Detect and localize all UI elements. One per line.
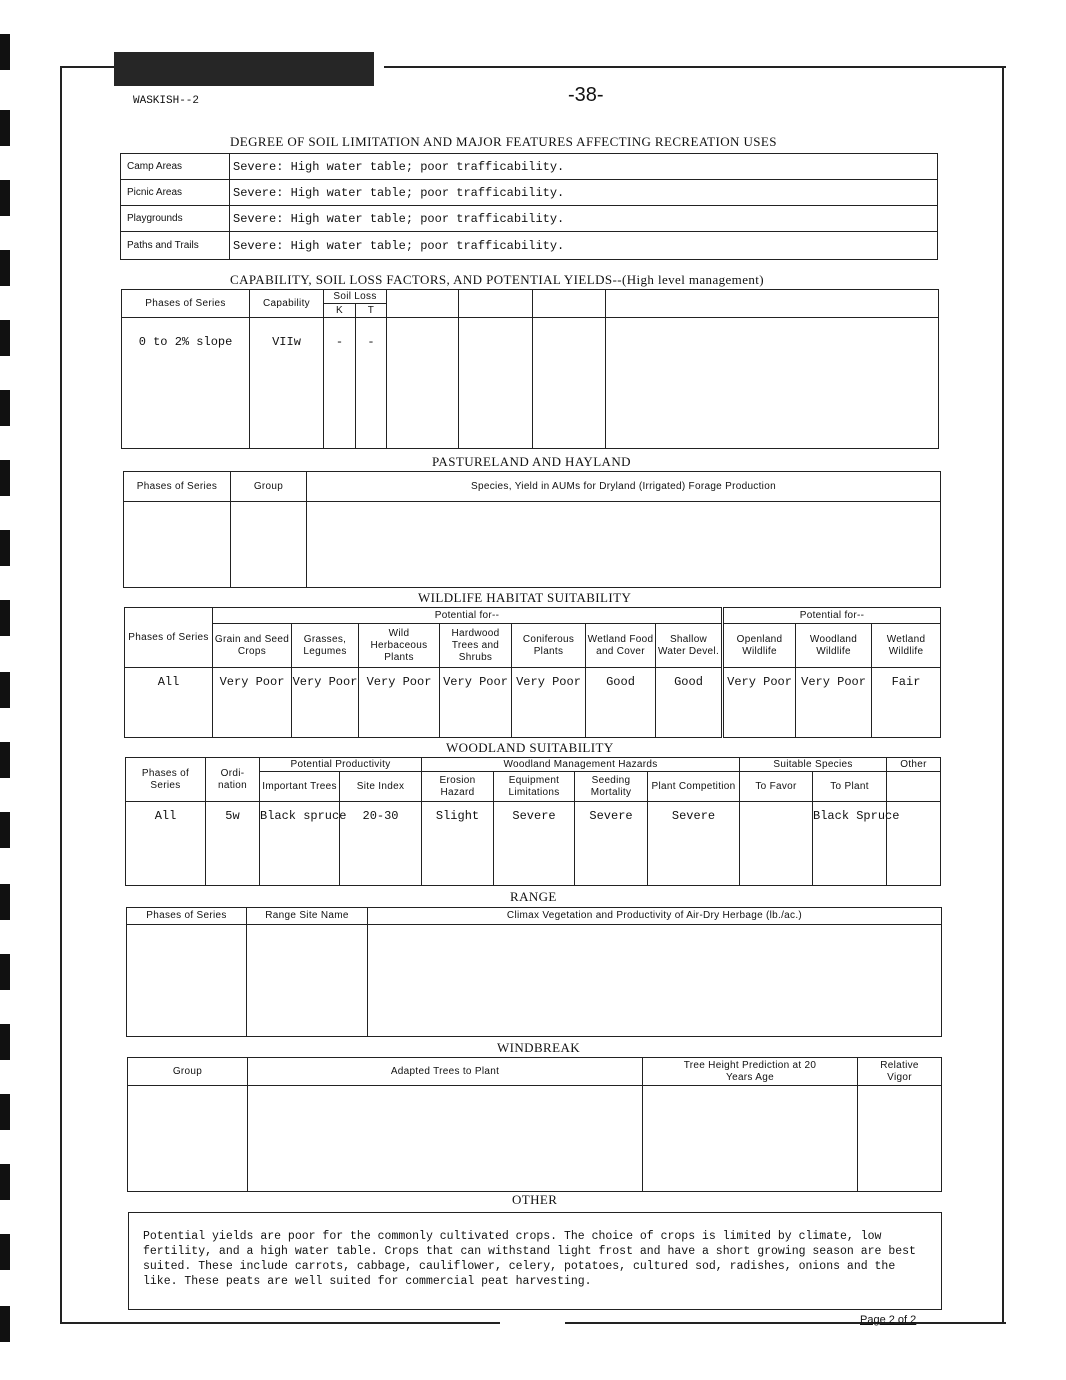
table-row bbox=[126, 802, 941, 886]
table-row bbox=[125, 668, 941, 738]
scan-mark bbox=[0, 390, 10, 426]
wildlife-title: WILDLIFE HABITAT SUITABILITY bbox=[418, 590, 632, 605]
woodland-title: WOODLAND SUITABILITY bbox=[446, 740, 614, 755]
equipment-header: Equipment Limitations bbox=[494, 772, 575, 802]
wildlife-table bbox=[124, 607, 941, 738]
header-row bbox=[126, 758, 941, 772]
phases-cell: All bbox=[125, 668, 213, 738]
row-label: Camp Areas bbox=[121, 154, 230, 180]
group-header: Group bbox=[128, 1058, 248, 1086]
row-label: Playgrounds bbox=[121, 206, 230, 232]
table-row bbox=[121, 180, 938, 206]
row-value: Severe: High water table; poor trafficability. bbox=[230, 206, 938, 232]
windbreak-title: WINDBREAK bbox=[497, 1040, 581, 1055]
table-row bbox=[121, 232, 938, 260]
row-value: Severe: High water table; poor trafficability. bbox=[230, 180, 938, 206]
blank-cell bbox=[248, 1086, 643, 1192]
soil-loss-header: Soil Loss bbox=[324, 290, 387, 304]
table-row bbox=[122, 318, 939, 449]
potential-productivity-header: Potential Productivity bbox=[260, 758, 422, 772]
scan-mark bbox=[0, 1164, 10, 1200]
blank-cell bbox=[858, 1086, 942, 1192]
scan-mark bbox=[0, 180, 10, 216]
row-label: Picnic Areas bbox=[121, 180, 230, 206]
adapted-trees-header: Adapted Trees to Plant bbox=[248, 1058, 643, 1086]
equipment-cell: Severe bbox=[494, 802, 575, 886]
frame-line bbox=[60, 66, 114, 68]
rating-cell: Very Poor bbox=[440, 668, 512, 738]
blank-header bbox=[533, 290, 606, 318]
to-favor-header: To Favor bbox=[740, 772, 813, 802]
phases-header: Phases of Series bbox=[122, 290, 250, 318]
other-notes: Potential yields are poor for the commonly cultivated crops. The choice of crops is limited by climate, low fertility, and a high water table. Crops that can withstand light frost and have a short growing season are best suited. These include carrots, cabbage, cauliflower, celery, potatoes, cultured sod, radishes, onions and the like. These peats are well suited for commercial peat harvesting. bbox=[128, 1212, 942, 1310]
scan-mark bbox=[0, 110, 10, 146]
scan-mark bbox=[0, 1024, 10, 1060]
hardwood-header: Hardwood Trees and Shrubs bbox=[440, 624, 512, 668]
scan-mark bbox=[0, 34, 10, 70]
blank-cell bbox=[459, 318, 533, 449]
potential-for-header: Potential for-- bbox=[213, 608, 723, 624]
suitable-species-header: Suitable Species bbox=[740, 758, 887, 772]
grasses-header: Grasses, Legumes bbox=[292, 624, 359, 668]
recreation-title: DEGREE OF SOIL LIMITATION AND MAJOR FEATURES AFFECTING RECREATION USES bbox=[230, 134, 777, 149]
important-trees-header: Important Trees bbox=[260, 772, 340, 802]
rating-cell: Very Poor bbox=[359, 668, 440, 738]
table-row bbox=[127, 925, 942, 1037]
rating-cell: Very Poor bbox=[213, 668, 292, 738]
blank-cell bbox=[387, 318, 459, 449]
pasture-title: PASTURELAND AND HAYLAND bbox=[432, 454, 631, 469]
page-of-label: Page 2 of 2 bbox=[860, 1314, 917, 1326]
phases-header: Phases of Series bbox=[124, 472, 231, 502]
capability-cell: VIIw bbox=[250, 318, 324, 449]
plant-competition-cell: Severe bbox=[648, 802, 740, 886]
header-row bbox=[124, 472, 941, 502]
grain-seed-header: Grain and Seed Crops bbox=[213, 624, 292, 668]
scan-mark bbox=[0, 250, 10, 286]
rating-cell: Very Poor bbox=[512, 668, 586, 738]
header-row bbox=[127, 908, 942, 925]
blank-header bbox=[459, 290, 533, 318]
woodland-wildlife-header: Woodland Wildlife bbox=[796, 624, 872, 668]
blank-cell bbox=[307, 502, 941, 588]
scan-mark bbox=[0, 1306, 10, 1342]
other-blank-header bbox=[887, 772, 941, 802]
phases-header: Phases of Series bbox=[127, 908, 247, 925]
table-row bbox=[128, 1086, 942, 1192]
scan-mark bbox=[0, 1234, 10, 1270]
seeding-header: Seeding Mortality bbox=[575, 772, 648, 802]
rating-cell: Fair bbox=[872, 668, 941, 738]
species-header: Species, Yield in AUMs for Dryland (Irrigated) Forage Production bbox=[307, 472, 941, 502]
ordination-header: Ordi- nation bbox=[206, 758, 260, 802]
table-row bbox=[121, 154, 938, 180]
blank-cell bbox=[643, 1086, 858, 1192]
scan-mark bbox=[0, 460, 10, 496]
t-cell: - bbox=[356, 318, 387, 449]
capability-title: CAPABILITY, SOIL LOSS FACTORS, AND POTENTIAL YIELDS--(High level management) bbox=[230, 272, 765, 287]
ordination-cell: 5w bbox=[206, 802, 260, 886]
erosion-cell: Slight bbox=[422, 802, 494, 886]
site-index-header: Site Index bbox=[340, 772, 422, 802]
wetland-food-header: Wetland Food and Cover bbox=[586, 624, 656, 668]
rating-cell: Good bbox=[656, 668, 723, 738]
phases-header: Phases of Series bbox=[126, 758, 206, 802]
row-label: Paths and Trails bbox=[121, 232, 230, 260]
other-header: Other bbox=[887, 758, 941, 772]
pasture-table bbox=[123, 471, 941, 588]
recreation-table bbox=[120, 153, 938, 260]
range-table bbox=[126, 907, 942, 1037]
seeding-cell: Severe bbox=[575, 802, 648, 886]
scan-mark bbox=[0, 812, 10, 848]
table-row bbox=[121, 206, 938, 232]
blank-cell bbox=[247, 925, 368, 1037]
header-row bbox=[128, 1058, 942, 1086]
blank-cell bbox=[231, 502, 307, 588]
potential-for-header: Potential for-- bbox=[723, 608, 941, 624]
frame-line bbox=[565, 1322, 1006, 1324]
rating-cell: Very Poor bbox=[796, 668, 872, 738]
header-row bbox=[125, 608, 941, 624]
important-trees-cell: Black spruce bbox=[260, 802, 340, 886]
blank-cell bbox=[368, 925, 942, 1037]
row-value: Severe: High water table; poor trafficability. bbox=[230, 232, 938, 260]
site-index-cell: 20-30 bbox=[340, 802, 422, 886]
windbreak-table bbox=[127, 1057, 942, 1192]
coniferous-header: Coniferous Plants bbox=[512, 624, 586, 668]
scan-mark bbox=[0, 672, 10, 708]
redaction-bar bbox=[114, 52, 374, 86]
phases-header: Phases of Series bbox=[125, 608, 213, 668]
shallow-water-header: Shallow Water Devel. bbox=[656, 624, 723, 668]
blank-header bbox=[606, 290, 939, 318]
blank-header bbox=[387, 290, 459, 318]
climax-header: Climax Vegetation and Productivity of Air-Dry Herbage (lb./ac.) bbox=[368, 908, 942, 925]
to-favor-cell bbox=[740, 802, 813, 886]
rating-cell: Very Poor bbox=[723, 668, 796, 738]
blank-cell bbox=[124, 502, 231, 588]
table-row bbox=[124, 502, 941, 588]
k-cell: - bbox=[324, 318, 356, 449]
erosion-header: Erosion Hazard bbox=[422, 772, 494, 802]
scan-mark bbox=[0, 742, 10, 778]
wetland-wildlife-header: Wetland Wildlife bbox=[872, 624, 941, 668]
tree-height-header: Tree Height Prediction at 20 Years Age bbox=[643, 1058, 858, 1086]
header-row bbox=[125, 624, 941, 668]
capability-header: Capability bbox=[250, 290, 324, 318]
plant-competition-header: Plant Competition bbox=[648, 772, 740, 802]
scan-mark bbox=[0, 600, 10, 636]
t-header: T bbox=[356, 304, 387, 318]
scan-mark bbox=[0, 954, 10, 990]
blank-cell bbox=[606, 318, 939, 449]
relative-vigor-header: Relative Vigor bbox=[858, 1058, 942, 1086]
range-site-header: Range Site Name bbox=[247, 908, 368, 925]
capability-table bbox=[121, 289, 939, 449]
blank-cell bbox=[128, 1086, 248, 1192]
scan-mark bbox=[0, 530, 10, 566]
scan-mark bbox=[0, 1094, 10, 1130]
blank-cell bbox=[533, 318, 606, 449]
wild-herbaceous-header: Wild Herbaceous Plants bbox=[359, 624, 440, 668]
hazards-header: Woodland Management Hazards bbox=[422, 758, 740, 772]
group-header: Group bbox=[231, 472, 307, 502]
phases-cell: 0 to 2% slope bbox=[122, 318, 250, 449]
range-title: RANGE bbox=[510, 889, 557, 904]
to-plant-header: To Plant bbox=[813, 772, 887, 802]
openland-header: Openland Wildlife bbox=[723, 624, 796, 668]
phases-cell: All bbox=[126, 802, 206, 886]
k-header: K bbox=[324, 304, 356, 318]
header-row bbox=[122, 290, 939, 304]
frame-line bbox=[60, 1322, 500, 1324]
rating-cell: Good bbox=[586, 668, 656, 738]
scan-mark bbox=[0, 884, 10, 920]
blank-cell bbox=[127, 925, 247, 1037]
other-title: OTHER bbox=[512, 1192, 558, 1207]
page-number: -38- bbox=[568, 84, 604, 106]
rating-cell: Very Poor bbox=[292, 668, 359, 738]
row-value: Severe: High water table; poor trafficability. bbox=[230, 154, 938, 180]
woodland-table bbox=[125, 757, 941, 886]
document-id: WASKISH--2 bbox=[133, 95, 200, 107]
to-plant-cell: Black Spruce bbox=[813, 802, 887, 886]
frame-line bbox=[384, 66, 1006, 68]
scan-mark bbox=[0, 320, 10, 356]
